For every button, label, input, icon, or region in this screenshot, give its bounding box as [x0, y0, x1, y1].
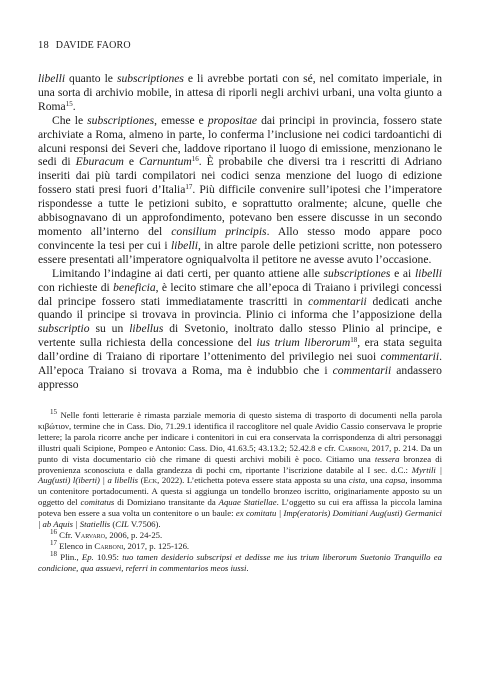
- italic-run: Carnuntum: [138, 155, 192, 169]
- smallcaps-run: Varvaro: [74, 529, 105, 540]
- text-run: , insomma un contenitore portadocumenti. A questa si aggiunga un tondello bronzeo iscritto, originariamente apposto su un oggetto del: [38, 475, 443, 508]
- italic-run: Aquae Statiellae: [218, 497, 277, 508]
- text-run: Elenco in: [57, 540, 95, 551]
- text-run: dedicati anche quando il principe si trovava in provincia. Plinio ci informa che l’apposizione della: [38, 294, 443, 322]
- text-run: bronzea di provenienza sconosciuta e dalla grandezza di pochi cm, riportante l’iscrizione databile al I sec. d.C.:: [38, 453, 442, 475]
- text-run: , 2017, p. 214. Da un punto di vista documentario ciò che rimane di questi archivi mobili è poco. Citiamo una: [38, 442, 442, 464]
- text-run: e ai: [390, 266, 415, 280]
- italic-run: propositae: [207, 113, 258, 127]
- italic-run: Myrtili | Aug(usti) l(iberti) | a libellis: [38, 464, 442, 486]
- italic-run: libelli: [414, 266, 442, 280]
- text-run: . È probabile che diversi tra i rescritti di Adriano inseriti dai più tardi compilatori nei codici senza menzione del luogo di edizione fossero stati presi fuori d’Italia: [38, 155, 442, 197]
- text-run: , era stata seguita dall’ordine di Traiano di riportare l’ottenimento del privilegio nei suoi: [38, 336, 442, 364]
- page-number: 18: [38, 40, 49, 51]
- italic-run: commentarii: [380, 350, 440, 364]
- footnote-marker: 18: [350, 336, 358, 345]
- paragraph: [38, 267, 442, 392]
- italic-run: subscriptio: [38, 322, 90, 336]
- text-run: , 2017, p. 125-126.: [123, 540, 190, 551]
- text-run: Plin.,: [57, 551, 82, 562]
- italic-run: libelli: [38, 72, 66, 85]
- paragraph: [38, 114, 442, 267]
- text-run: .: [246, 562, 249, 573]
- italic-run: capsa: [385, 475, 406, 486]
- italic-run: subscriptiones: [87, 113, 155, 127]
- text-run: e li avrebbe portati con sé, nel comitato imperiale, in una sorta di archivio mobile, in attesa di riporli negli archivi urbani, una volta giunto a Roma: [38, 72, 442, 113]
- text-run: . All’epoca Traiano si trovava a Roma, ma è indubbio che i: [38, 350, 442, 378]
- footnote: [38, 538, 442, 552]
- running-author: DAVIDE FAORO: [55, 40, 131, 51]
- text-run: andassero appresso: [38, 364, 442, 391]
- italic-run: consilium principis: [171, 224, 267, 238]
- text-run: quanto le: [65, 72, 117, 85]
- text-run: .: [72, 99, 76, 113]
- footnote-marker: 16: [50, 527, 57, 536]
- text-run: (: [138, 475, 144, 486]
- italic-run: comitatus: [80, 497, 115, 508]
- italic-run: CIL: [115, 519, 129, 530]
- italic-run: Ep.: [81, 551, 94, 562]
- italic-run: ex comitatu | Imp(eratoris) Domitiani Aug(usti) Germanici | ab Aquis | Statiellis: [38, 508, 442, 530]
- text-run: 10.95:: [93, 551, 123, 562]
- main-text: [38, 72, 442, 392]
- smallcaps-run: Carboni: [338, 442, 368, 453]
- italic-run: libellus: [129, 322, 164, 336]
- italic-run: Eburacum: [75, 155, 124, 169]
- footnote-marker: 18: [50, 549, 57, 558]
- text-run: Limitando l’indagine ai dati certi, per quanto attiene alle: [52, 266, 324, 280]
- italic-run: ius trium liberorum: [256, 336, 351, 350]
- text-run: , in altre parole delle petizioni scritte, non potessero essere presentati all’imperatore ogniqualvolta il petitore ne avesse avuto l’occasione.: [38, 238, 442, 266]
- italic-run: commentarii: [308, 294, 367, 308]
- text-run: con richieste di: [38, 280, 114, 294]
- smallcaps-run: Eck: [143, 475, 158, 486]
- running-header: [38, 40, 131, 51]
- text-run: Nelle fonti letterarie è rimasta parziale memoria di questo sistema di trasporto di documenti nella parola κιβώτιον, termine che in Cass. Dio, 71.29.1 identifica il raccoglitore nel quale Avidio Cassio conservava le proprie lettere; la parola ricorre anche per indicare i contenitori in cui era conservata la corrispondenza di altri personaggi illustri quali Scipione, Pompeo e Antonio: Cass. Dio, 41.63.5; 43.13.2; 52.42.8 e cfr.: [38, 410, 442, 453]
- text-run: . L’oggetto su cui era affissa la piccola lamina poteva ben essere a sua volta un contenitore o un baule:: [38, 497, 442, 519]
- footnote: [38, 549, 442, 574]
- italic-run: tessera: [374, 453, 400, 464]
- italic-run: subscriptiones: [116, 72, 184, 85]
- text-run: , una: [365, 475, 386, 486]
- text-run: di Svetonio, inoltrato dallo stesso Plinio al principe, e vertente sulla richiesta della concessione del: [38, 322, 442, 350]
- footnote-marker: 16: [191, 155, 199, 164]
- text-run: e: [123, 155, 139, 169]
- italic-run: beneficia: [113, 280, 156, 294]
- footnote-marker: 15: [65, 99, 73, 108]
- text-run: (: [110, 519, 116, 530]
- footnote-marker: 17: [50, 538, 57, 547]
- footnote: [38, 410, 442, 530]
- smallcaps-run: Carboni: [94, 540, 124, 551]
- text-run: di Domiziano transitante da: [114, 497, 219, 508]
- text-run: Che le: [52, 113, 88, 127]
- footnote-marker: 17: [185, 183, 193, 192]
- text-run: , 2006, p. 24-25.: [104, 529, 163, 540]
- footnote-marker: 15: [50, 408, 57, 416]
- text-run: , 2022). L’etichetta poteva essere stata apposta su una: [157, 475, 349, 486]
- text-run: . Allo stesso modo appare poco convincente la tesi per cui i: [38, 224, 442, 252]
- text-run: dai principi in provincia, fossero state archiviate a Roma, almeno in parte, lo conferma l’inclusione nei codici tardoantichi di alcuni responsi dei Severi che, laddove riportano il luogo di emissione, menzionano le sedi di: [38, 113, 442, 169]
- footnotes: [38, 410, 442, 574]
- text-run: , è lecito stimare che all’epoca di Traiano i privilegi concessi dal principe fossero stati immediatamente trascritti in: [38, 280, 442, 308]
- text-run: Cfr.: [57, 529, 75, 540]
- italic-run: commentarii: [332, 364, 392, 378]
- italic-run: tuo tamen desiderio subscripsi et dedisse me ius trium liberorum Suetonio Tranquillo ea condicione, qua assuevi, referri in commentarios meos iussi: [38, 551, 442, 573]
- italic-run: cista: [348, 475, 366, 486]
- text-run: V.7506).: [128, 519, 161, 530]
- paragraph: [38, 72, 442, 114]
- text-run: . Più difficile convenire sull’ipotesi che l’imperatore rispondesse a tutte le petizioni subito, e soprattutto oralmente; alcune, quelle che abbisognavano di un approfondimento, potevano ben essere discusse in un secondo momento all’interno del: [38, 183, 442, 238]
- footnote: [38, 527, 442, 541]
- text-run: , emesse e: [154, 113, 208, 127]
- italic-run: subscriptiones: [323, 266, 391, 280]
- italic-run: libelli: [170, 238, 198, 252]
- text-run: su un: [89, 322, 130, 336]
